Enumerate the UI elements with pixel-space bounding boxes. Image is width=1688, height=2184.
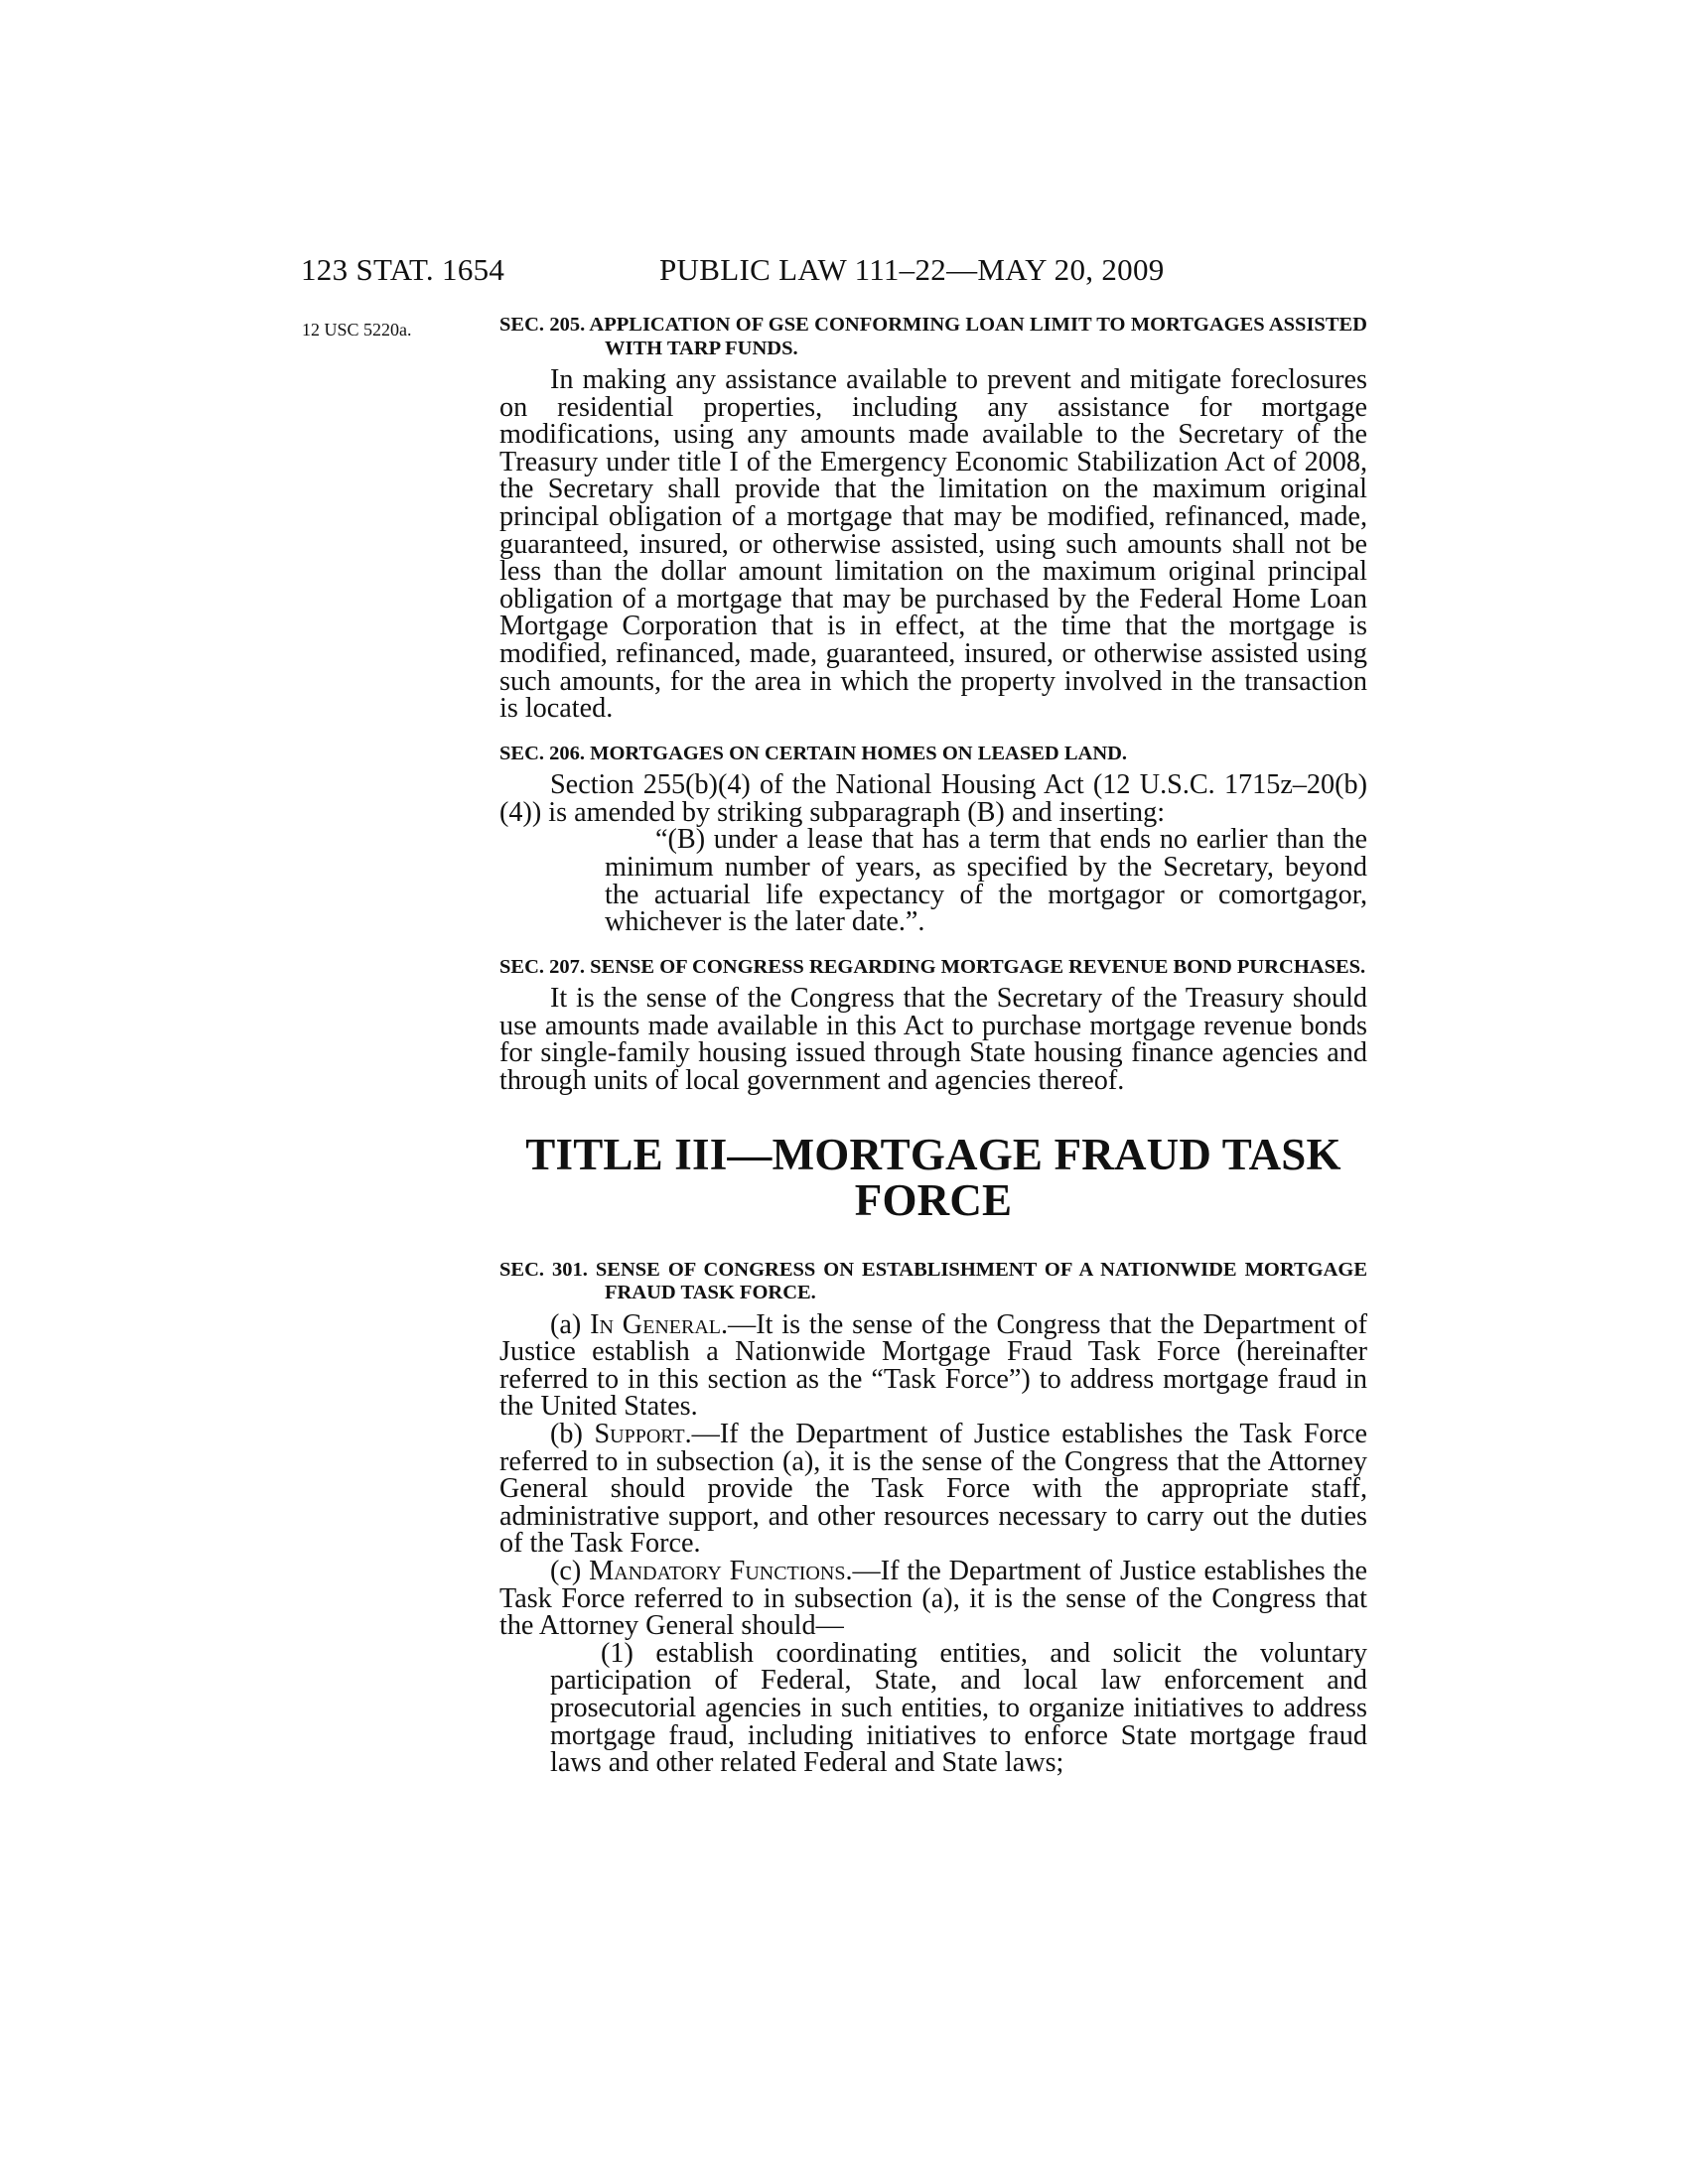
subsection-a-caption: In General <box>590 1308 721 1340</box>
section-301 <box>499 1259 1367 1777</box>
statute-page-reference: 123 STAT. 1654 <box>301 252 505 287</box>
section-301-heading: SEC. 301. SENSE OF CONGRESS ON ESTABLISHMENT OF A NATIONWIDE MORTGAGE FRAUD TASK FORCE. <box>499 1258 1367 1304</box>
section-207 <box>499 956 1367 1095</box>
subsection-c <box>499 1558 1367 1640</box>
subsection-b-label: (b) <box>550 1419 595 1450</box>
title-iii-heading <box>499 1129 1367 1225</box>
section-206 <box>499 743 1367 936</box>
subsection-c-caption: Mandatory Functions <box>589 1556 846 1586</box>
usc-margin-note: 12 USC 5220a. <box>302 320 412 340</box>
running-header <box>301 250 1200 290</box>
subsection-c-text: .—If the Department of Justice establishes the Task Force referred to in subsection (a), it is the sense of the Congress that the Attorney General should— <box>499 1556 1367 1642</box>
title-iii-line-2: FORCE <box>854 1174 1013 1225</box>
section-205-heading: SEC. 205. APPLICATION OF GSE CONFORMING LOAN LIMIT TO MORTGAGES ASSISTED WITH TARP FUNDS. <box>499 314 1367 359</box>
subsection-a <box>499 1308 1367 1423</box>
title-iii-line-1: TITLE III—MORTGAGE FRAUD TASK <box>525 1129 1341 1179</box>
document-body <box>499 314 1367 1777</box>
subsection-b-text: .—If the Department of Justice establishes the Task Force referred to in subsection (a), it is the sense of the Congress that the Attorney General should provide the Task Force with the appropriate staff, administrative support, and other resources necessary to carry out the duties of the Task Force. <box>499 1419 1367 1560</box>
subsection-a-label: (a) <box>550 1308 591 1340</box>
section-207-heading: SEC. 207. SENSE OF CONGRESS REGARDING MORTGAGE REVENUE BOND PURCHASES. <box>499 955 1366 978</box>
section-207-text: It is the sense of the Congress that the Secretary of the Treasury should use amounts made available in this Act to purchase mortgage revenue bonds for single-family housing issued through State housing finance agencies and through units of local government and agencies thereof. <box>499 983 1367 1097</box>
paragraph-c-1: (1) establish coordinating entities, and solicit the voluntary participation of Federal, State, and local law enforcement and prosecutorial agencies in such entities, to organize initiatives to address mortgage fraud, including initiatives to enforce State mortgage fraud laws and other related Federal and State laws; <box>550 1637 1367 1779</box>
section-206-quoted-amendment: “(B) under a lease that has a term that ends no earlier than the minimum number of years, as specified by the Secretary, beyond the actuarial life expectancy of the mortgagor or comortgagor, whichever is the later date.”. <box>605 824 1367 938</box>
section-206-text: Section 255(b)(4) of the National Housing Act (12 U.S.C. 1715z–20(b)(4)) is amended by striking subparagraph (B) and inserting: <box>499 769 1367 828</box>
section-205-text: In making any assistance available to prevent and mitigate foreclosures on residential properties, including any assistance for mortgage modifications, using any amounts made available to the Secretary of the Treasury under title I of the Emergency Economic Stabilization Act of 2008, the Secretary shall provide that the limitation on the maximum original principal obligation of a mortgage that may be modified, refinanced, made, guaranteed, insured, or otherwise assisted, using such amounts shall not be less than the dollar amount limitation on the maximum original principal obligation of a mortgage that may be purchased by the Federal Home Loan Mortgage Corporation that is in effect, at the time that the mortgage is modified, refinanced, made, guaranteed, insured, or otherwise assisted using such amounts, for the area in which the property involved in the transaction is located. <box>499 364 1367 725</box>
subsection-a-text: .—It is the sense of the Congress that the Department of Justice establish a Nationwide Mortgage Fraud Task Force (hereinafter referred to in this section as the “Task Force”) to address mortgage fraud in the United States. <box>499 1308 1367 1423</box>
section-206-heading: SEC. 206. MORTGAGES ON CERTAIN HOMES ON LEASED LAND. <box>499 742 1128 764</box>
public-law-reference: PUBLIC LAW 111–22—MAY 20, 2009 <box>659 252 1165 287</box>
subsection-b <box>499 1421 1367 1558</box>
subsection-b-caption: Support <box>594 1419 685 1450</box>
section-205 <box>499 314 1367 723</box>
subsection-c-label: (c) <box>550 1556 590 1586</box>
